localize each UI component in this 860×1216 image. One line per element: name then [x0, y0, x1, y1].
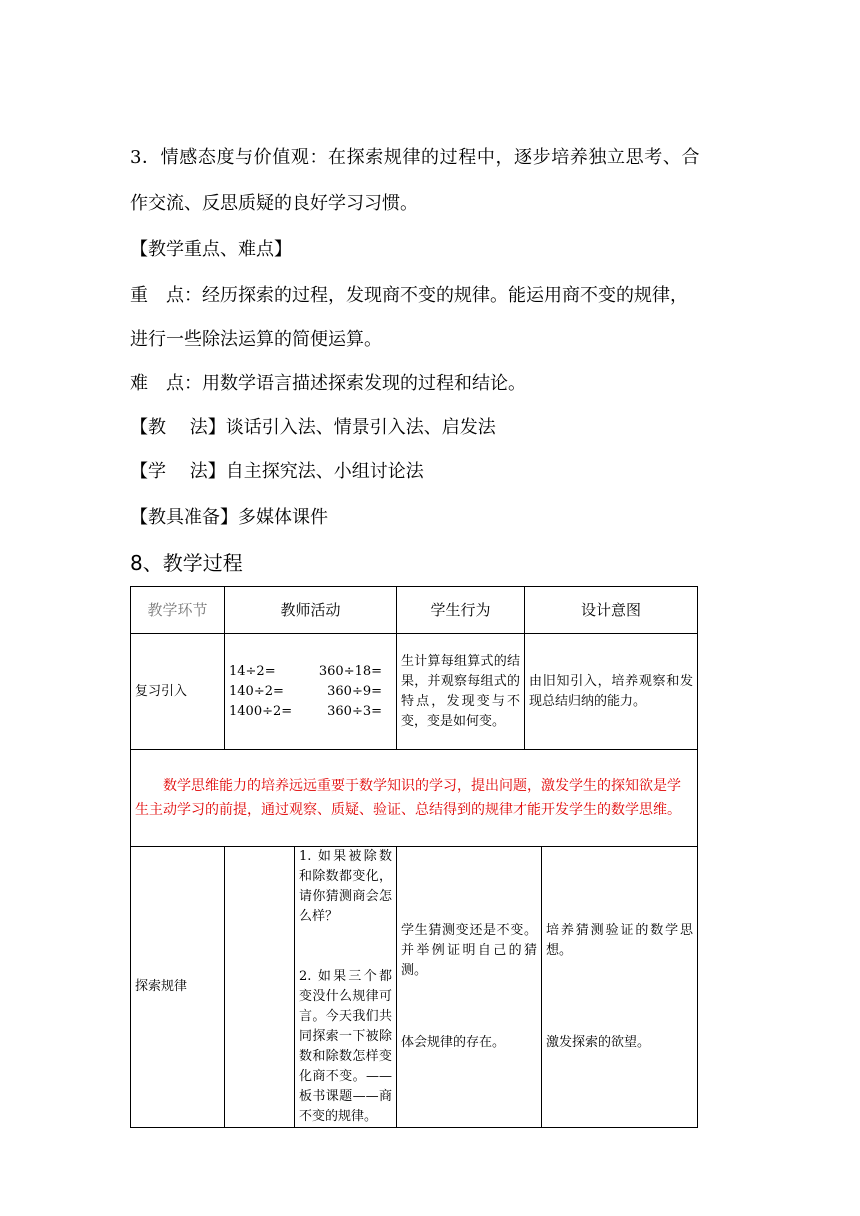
key-point-line2: 进行一些除法运算的简便运算。 [130, 329, 382, 350]
teacher-activity [295, 847, 397, 1128]
stage-review: 复习引入 [131, 634, 225, 750]
difficulty: 难 点：用数学语言描述探索发现的过程和结论。 [130, 373, 526, 394]
key-points-heading: 【教学重点、难点】 [130, 239, 292, 260]
section-title: 8、教学过程 [130, 551, 243, 575]
spacer [401, 981, 537, 1033]
table-row [131, 634, 698, 750]
table-header-row [131, 587, 698, 634]
equation: 140÷2= [229, 683, 284, 699]
learning-method: 【学 法】自主探究法、小组讨论法 [130, 461, 424, 482]
objective-3-line1: 3．情感态度与价值观：在探索规律的过程中，逐步培养独立思考、合 [130, 147, 701, 168]
objective-3-line2: 作交流、反思质疑的良好学习习惯。 [130, 193, 418, 214]
note-text: 数学思维能力的培养远远重要于数学知识的学习，提出问题，激发学生的探知欲是学生主动学习的前提，通过观察、质疑、验证、总结得到的规律才能开发学生的数学思维。 [131, 750, 698, 847]
student-behavior: 生计算每组算式的结果，并观察每组式的特点，发现变与不变，变是如何变。 [397, 634, 525, 750]
table-row [131, 847, 698, 1128]
header-intent: 设计意图 [525, 587, 698, 634]
note-row [131, 750, 698, 847]
student-step-2: 体会规律的存在。 [401, 1035, 506, 1050]
intent-step-2: 激发探索的欲望。 [546, 1035, 651, 1050]
header-student: 学生行为 [397, 587, 525, 634]
teaching-process-table [130, 586, 698, 1128]
design-intent-explore [542, 847, 698, 1128]
header-teacher: 教师活动 [225, 587, 397, 634]
intent-step-1: 培养猜测验证的数学思想。 [546, 923, 694, 958]
student-step-1: 学生猜测变还是不变。并举例证明自己的猜测。 [401, 923, 538, 978]
equation: 360÷9= [327, 683, 383, 699]
key-point-line1: 重 点：经历探索的过程，发现商不变的规律。能运用商不变的规律， [130, 285, 688, 306]
teacher-step-1: 1. 如果被除数和除数都变化，请你猜测商会怎么样？ [299, 849, 393, 924]
equation: 1400÷2= [229, 703, 293, 719]
equation: 360÷3= [327, 703, 383, 719]
equation-row [229, 662, 392, 682]
student-behavior-explore [397, 847, 542, 1128]
teacher-step-2: 2. 如果三个都变没什么规律可言。今天我们共同探索一下被除数和除数怎样变化商不变。——板书课题——商不变的规律。 [299, 969, 393, 1124]
teaching-method: 【教 法】谈话引入法、情景引入法、启发法 [130, 417, 496, 438]
header-stage: 教学环节 [131, 587, 225, 634]
spacer [299, 927, 392, 967]
equation-row [229, 702, 392, 722]
equation-row [229, 682, 392, 702]
teacher-equations [225, 634, 397, 750]
spacer [546, 961, 693, 1033]
empty-cell [225, 847, 295, 1128]
design-intent: 由旧知引入，培养观察和发现总结归纳的能力。 [525, 634, 698, 750]
stage-explore: 探索规律 [131, 847, 225, 1128]
equation: 360÷18= [318, 663, 383, 679]
equation: 14÷2= [229, 663, 276, 679]
teaching-aids: 【教具准备】多媒体课件 [130, 507, 328, 528]
